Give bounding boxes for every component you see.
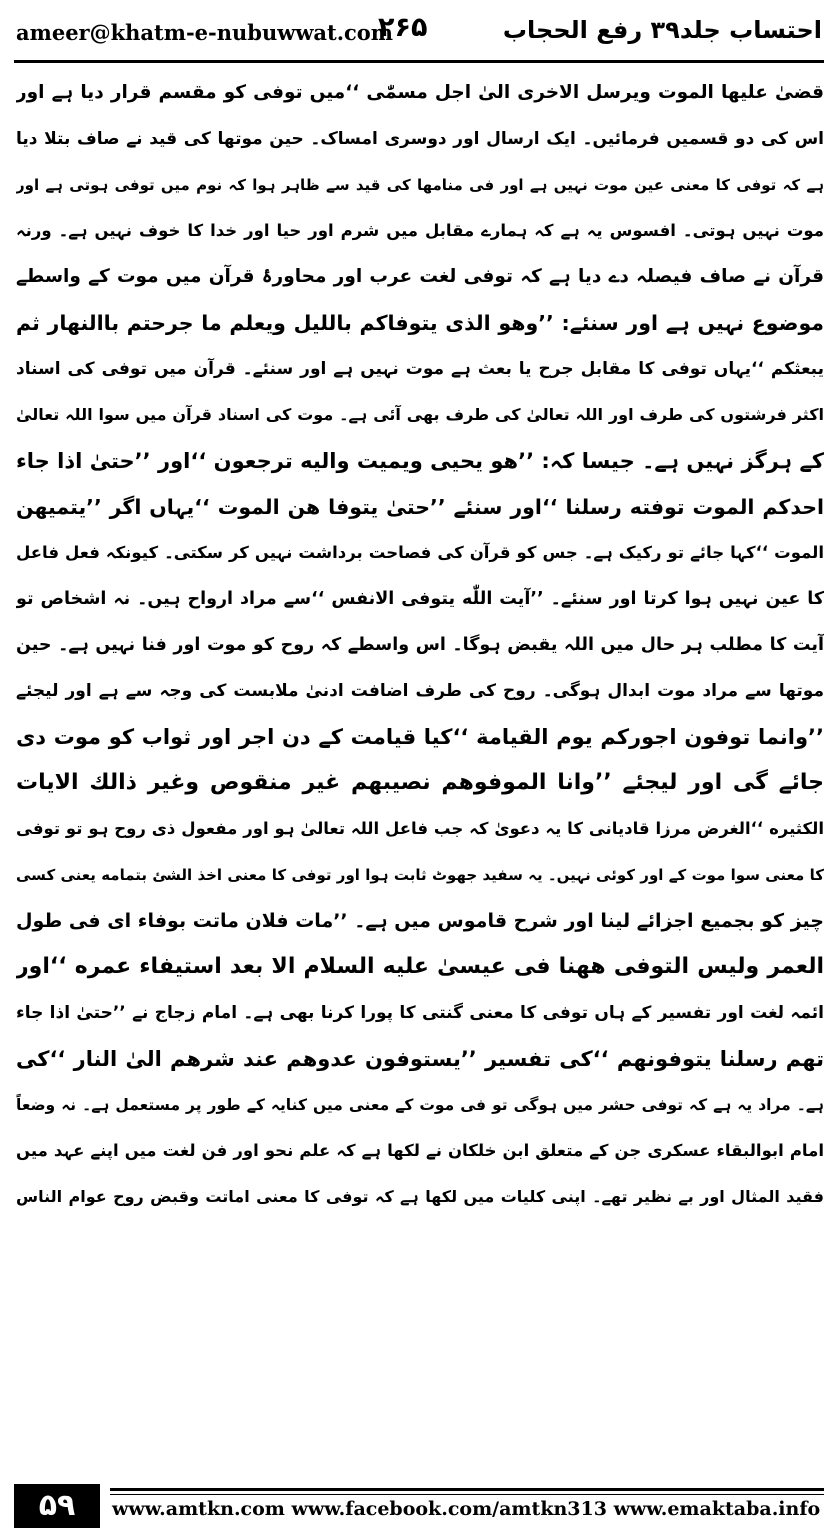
body-line: آیت کا مطلب ہر حال میں اللہ یقبض ہوگا۔ اس واسطے کہ روح کو موت اور فنا نہیں ہے۔ حین — [16, 635, 824, 655]
body-line: ہے کہ توفی کا معنی عین موت نہیں ہے اور فی منامها کی قید سے ظاہر ہوا کہ نوم میں توفی ہوتی ہے اور — [16, 176, 824, 194]
body-line: چیز کو بجمیع اجزائے لینا اور شرح قاموس میں ہے۔ ’’مات فلان ماتت بوفاء ای فی طول — [16, 910, 824, 932]
body-line: احدکم الموت توفته رسلنا ‘‘اور سنئے ’’حتیٰ یتوفا هن الموت ‘‘یہاں اگر ’’یتمیهن — [16, 495, 824, 519]
body-line: العمر ولیس التوفی هھنا فی عیسیٰ علیه السلام الا بعد استیفاء عمره ‘‘اور — [16, 954, 824, 979]
header-email[interactable]: ameer@khatm-e-nubuwwat.com — [16, 20, 394, 45]
header-title: احتساب جلد۳۹ رفع الحجاب — [502, 16, 822, 44]
body-line: ہے۔ مراد یہ ہے کہ توفی حشر میں ہوگی تو فی موت کے معنی میں کنایہ کے طور پر مستعمل ہے۔ نہ وضعاً — [16, 1096, 824, 1114]
body-line: تهم رسلنا یتوفونهم ‘‘کی تفسیر ’’یستوفون عدوهم عند شرهم الیٰ النار ‘‘کی — [16, 1047, 824, 1071]
body-line: کا عین نہیں ہوا کرتا اور سنئے۔ ’’آیت اللّٰه یتوفی الانفس ‘‘سے مراد ارواح ہیں۔ نہ اشخاص تو — [16, 589, 824, 609]
body-line: کا معنی سوا موت کے اور کوئی نہیں۔ یہ سفید جھوٹ ثابت ہوا اور توفی کا معنی اخذ الشئ بتمامه یعنی کسی — [16, 866, 824, 884]
body-line: الکثیره ‘‘الغرض مرزا قادیانی کا یہ دعویٰ کہ جب فاعل اللہ تعالیٰ ہو اور مفعول ذی روح ہو تو توفی — [16, 819, 824, 838]
body-line: موتها سے مراد موت ابدال ہوگی۔ روح کی طرف اضافت ادنیٰ ملابست کی وجہ سے ہے اور لیجئے — [16, 681, 824, 701]
body-line: ائمہ لغت اور تفسیر کے ہاں توفی کا معنی گنتی کا پورا کرنا بھی ہے۔ امام زجاج نے ’’حتیٰ اذا جاء — [16, 1003, 824, 1023]
body-line: قضیٰ علیها الموت ویرسل الاخری الیٰ اجل مسمّٰی ‘‘میں توفی کو مقسم قرار دیا ہے اور — [16, 82, 824, 103]
body-text — [16, 70, 824, 1220]
body-line: قرآن نے صاف فیصلہ دے دیا ہے کہ توفی لغت عرب اور محاورۂ قرآن میں موت کے واسطے — [16, 266, 824, 287]
page-header — [16, 10, 824, 60]
header-divider — [14, 60, 824, 63]
body-line: اس کی دو قسمیں فرمائیں۔ ایک ارسال اور دوسری امساک۔ حین موتها کی قید نے صاف بتلا دیا — [16, 129, 824, 149]
footer-page-number: ۵۹ — [14, 1484, 100, 1528]
page-footer — [14, 1484, 824, 1528]
footer-links[interactable]: www.amtkn.com www.facebook.com/amtkn313 www.emaktaba.info — [112, 1498, 821, 1520]
body-line: ’’وانما توفون اجورکم یوم القیامة ‘‘کیا قیامت کے دن اجر اور ثواب کو موت دی — [16, 725, 824, 749]
body-line: الموت ‘‘کہا جائے تو رکیک ہے۔ جس کو قرآن کی فصاحت برداشت نہیں کر سکتی۔ کیونکہ فعل فاعل — [16, 543, 824, 562]
body-line: جائے گی اور لیجئے ’’وانا الموفوهم نصیبهم غیر منقوص وغیر ذالك الایات — [16, 770, 824, 795]
body-line: امام ابوالبقاء عسکری جن کے متعلق ابن خلکان نے لکھا ہے کہ علم نحو اور فن لغت میں اپنے عہد میں — [16, 1141, 824, 1160]
header-page-number: ۲۶۵ — [378, 12, 428, 43]
footer-divider — [110, 1488, 824, 1491]
footer-divider-thin — [110, 1494, 824, 1495]
body-line: کے ہرگز نہیں ہے۔ جیسا کہ: ’’هو یحیی ویمیت والیه ترجعون ‘‘اور ’’حتیٰ اذا جاء — [16, 449, 824, 473]
body-line: اکثر فرشتوں کی طرف اور اللہ تعالیٰ کی طرف بھی آئی ہے۔ موت کی اسناد قرآن میں سوا اللہ تعالیٰ — [16, 405, 824, 424]
body-line: موت نہیں ہوتی۔ افسوس یہ ہے کہ ہمارے مقابل میں شرم اور حیا اور خدا کا خوف نہیں ہے۔ ورنہ — [16, 221, 824, 240]
body-line: موضوع نہیں ہے اور سنئے: ’’وهو الذی یتوفاکم باللیل ویعلم ما جرحتم باالنهار ثم — [16, 311, 824, 335]
body-line: یبعثکم ‘‘یہاں توفی کا مقابل جرح یا بعث ہے موت نہیں ہے اور سنئے۔ قرآن میں توفی کی اسناد — [16, 359, 824, 379]
body-line: فقید المثال اور بے نظیر تھے۔ اپنی کلیات میں لکھا ہے کہ توفی کا معنی اماتت وقبض روح عوام الناس — [16, 1187, 824, 1206]
